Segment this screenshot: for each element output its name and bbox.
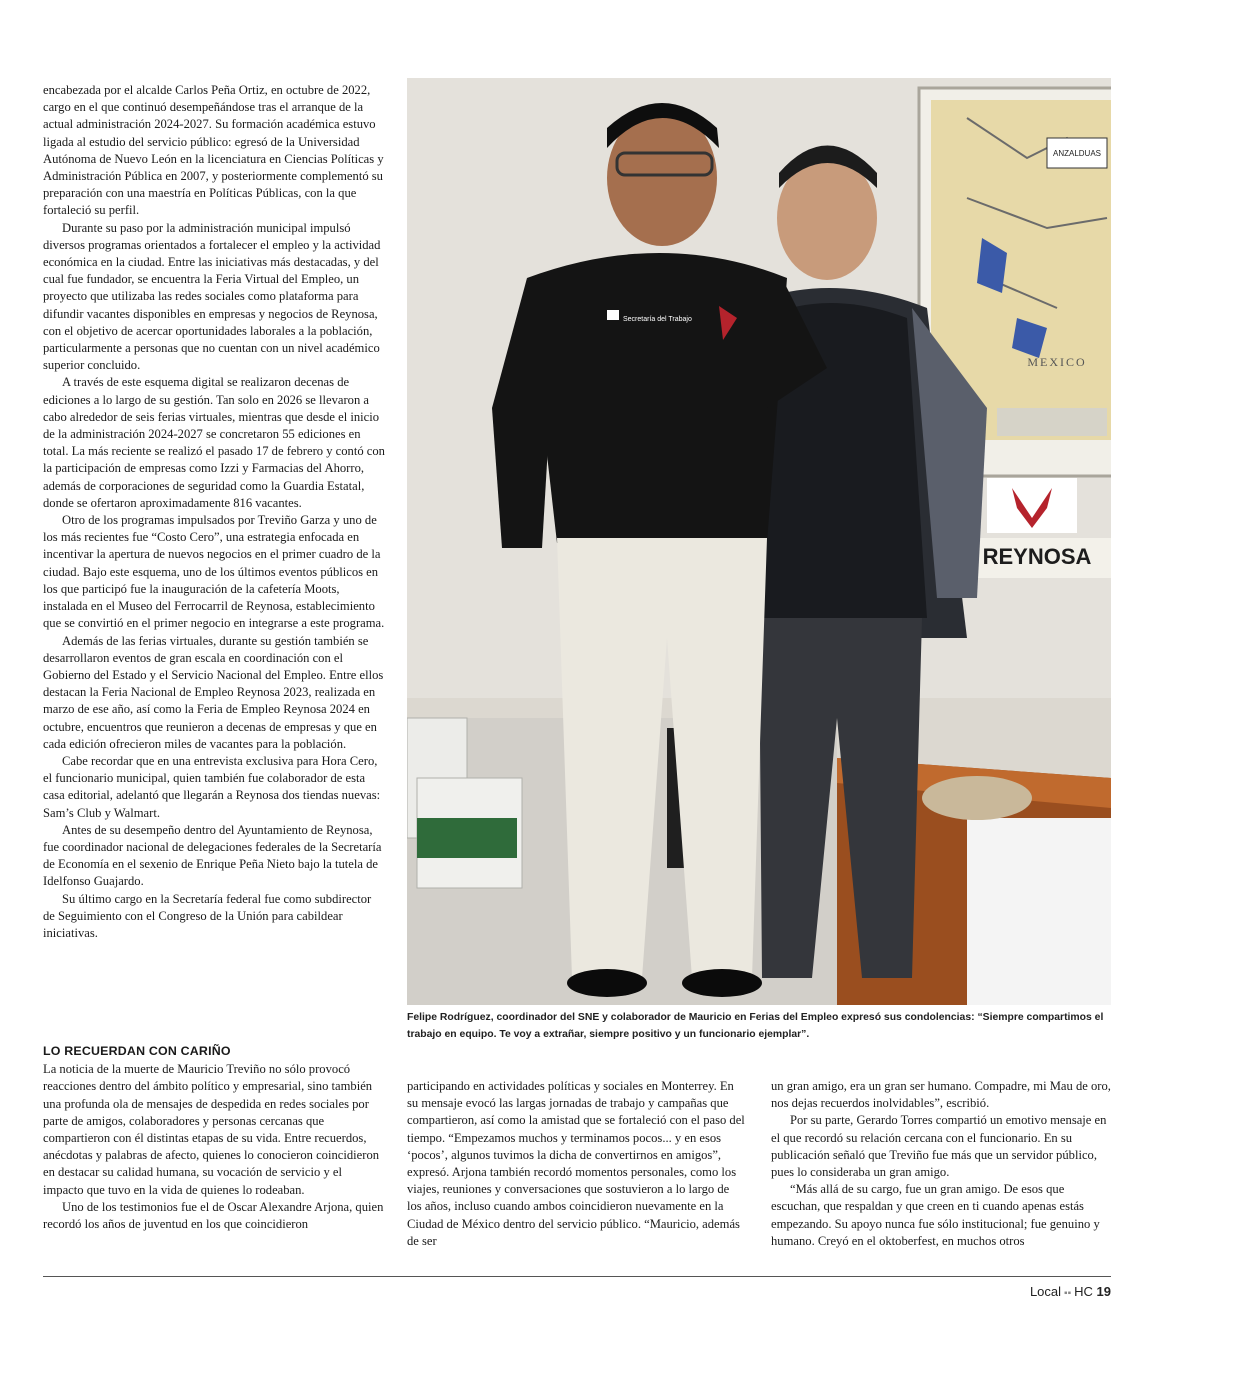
paragraph: A través de este esquema digital se realizaron decenas de ediciones a lo largo de su gestión. Tan solo en 2026 se llevaron a cabo alrededor de seis ferias virtuales, mientras que desde el inicio de la administración 2024-2027 se concretaron 55 ediciones en total. La más reciente se realizó el pasado 17 de febrero y contó con la participación de empresas como Izzi y Farmacias del Ahorro, además de corporaciones de seguridad como la Guardia Estatal, donde se ofertaron aproximadamente 816 vacantes. bbox=[43, 375, 385, 510]
article-column-right bbox=[771, 1078, 1111, 1250]
footer-rule bbox=[43, 1276, 1111, 1277]
publication-name: HC bbox=[1074, 1284, 1093, 1299]
article-subhead-block bbox=[43, 1043, 385, 1233]
article-column-middle bbox=[407, 1078, 747, 1250]
paragraph: Antes de su desempeño dentro del Ayuntamiento de Reynosa, fue coordinador nacional de delegaciones federales de la Secretaría de Economía en el sexenio de Enrique Peña Nieto bajo la tutela de Idelfonso Guajardo. bbox=[43, 822, 382, 889]
paragraph: encabezada por el alcalde Carlos Peña Ortiz, en octubre de 2022, cargo en el que continuó desempeñándose tras el arranque de la actual administración 2024-2027. Su formación académica estuvo ligada al estudio del servicio público: egresó de la Universidad Autónoma de Nuevo León en la licenciatura en Ciencias Políticas y Administración Pública en 2007, y posteriormente complementó su preparación con una maestría en Políticas Públicas, con la que fortaleció su perfil. bbox=[43, 83, 384, 218]
paragraph: Otro de los programas impulsados por Treviño Garza y uno de los más recientes fue “Costo Cero”, una estrategia enfocada en incentivar la apertura de nuevos negocios en el primer cuadro de la ciudad. Bajo este esquema, uno de los últimos eventos públicos en los que participó fue la inauguración de la cafetería Moots, instalada en el Museo del Ferrocarril de Reynosa, establecimiento que se convirtió en el primer negocio en integrarse a este programa. bbox=[43, 513, 385, 631]
section-subhead: LO RECUERDAN CON CARIÑO bbox=[43, 1044, 231, 1058]
photo-illustration bbox=[407, 78, 1111, 1005]
paragraph: “Más allá de su cargo, fue un gran amigo. De esos que escuchan, que respaldan y que creen en ti cuando apenas estás empezando. Su apoyo nunca fue sólo institucional; fue genuino y humano. Creyó en el oktoberfest, en muchos otros bbox=[771, 1182, 1100, 1248]
sign-text: REYNOSA bbox=[982, 544, 1092, 569]
paragraph: un gran amigo, era un gran ser humano. Compadre, mi Mau de oro, nos dejas recuerdos inolvidables”, escribió. bbox=[771, 1079, 1111, 1111]
article-photo bbox=[407, 78, 1111, 1005]
paragraph: Por su parte, Gerardo Torres compartió un emotivo mensaje en el que recordó su relación cercana con el funcionario. En su publicación señaló que Treviño fue más que un servidor público, pues lo consideraba un gran amigo. bbox=[771, 1113, 1107, 1180]
map-title: ANZALDUAS bbox=[1052, 149, 1102, 158]
paragraph: Su último cargo en la Secretaría federal fue como subdirector de Seguimiento con el Congreso de la Unión para cabildear iniciativas. bbox=[43, 891, 372, 940]
paragraph: Durante su paso por la administración municipal impulsó diversos programas orientados a fortalecer el empleo y la actividad económica en la ciudad. Entre las iniciativas más destacadas, y del cual fue fundador, se encuentra la Feria Virtual del Empleo, un proyecto que utilizaba las redes sociales como plataforma para difundir vacantes disponibles en empresas y negocios de Reynosa, con el objetivo de acercar oportunidades laborales a la población, particularmente a personas que no cuentan con un nivel académico superior concluido. bbox=[43, 220, 381, 373]
paragraph: Además de las ferias virtuales, durante su gestión también se desarrollaron eventos de gran escala en coordinación con el Gobierno del Estado y el Servicio Nacional del Empleo. Entre ellos destacan la Feria Nacional de Empleo Reynosa 2023, realizada en marzo de ese año, así como la Feria de Empleo Reynosa 2024 en octubre, encuentros que reunieron a decenas de empresas y que en cada edición ofrecieron miles de vacantes para la población. bbox=[43, 633, 384, 751]
page-folio bbox=[1030, 1284, 1111, 1299]
photo-caption: Felipe Rodríguez, coordinador del SNE y colaborador de Mauricio en Ferias del Empleo expresó sus condolencias: “Siempre compartimos el trabajo en equipo. Te voy a extrañar, siempre positivo y un funcionario ejemplar”. bbox=[407, 1012, 1104, 1040]
shirt-logo-text: Secretaría del Trabajo bbox=[623, 316, 692, 323]
paragraph: Uno de los testimonios fue el de Oscar Alexandre Arjona, quien recordó los años de juventud en los que coincidieron bbox=[43, 1199, 384, 1232]
paragraph: Cabe recordar que en una entrevista exclusiva para Hora Cero, el funcionario municipal, quien también fue colaborador de esta casa editorial, adelantó que llegarán a Reynosa dos tiendas nuevas: Sam’s Club y Walmart. bbox=[43, 753, 381, 820]
separator-icon: ▪▪ bbox=[1064, 1288, 1072, 1299]
paragraph: participando en actividades políticas y sociales en Monterrey. En su mensaje evocó las largas jornadas de trabajo y campañas que compartieron, así como la amistad que se fortaleció con el paso del tiempo. “Empezamos muchos y terminamos pocos... y en esos ‘pocos’, algunos tuvimos la dicha de convertirnos en amigos”, expresó. Arjona también recordó momentos personales, como los viajes, reuniones y conversaciones que sostuvieron a lo largo de los años, incluso cuando ambos coincidieron nuevamente en la Ciudad de México dentro del servicio público. “Mauricio, además de ser bbox=[407, 1079, 745, 1248]
paragraph: La noticia de la muerte de Mauricio Treviño no sólo provocó reacciones dentro del ámbito político y empresarial, sino también una profunda ola de mensajes de despedida en redes sociales por parte de amigos, colaboradores y personas cercanas que compartieron con él distintas etapas de su vida. Entre recuerdos, anécdotas y palabras de afecto, quienes lo conocieron coincidieron en destacar su calidad humana, su vocación de servicio y el impacto que tuvo en la vida de quienes lo rodeaban. bbox=[43, 1062, 380, 1197]
section-name: Local bbox=[1029, 1284, 1062, 1299]
article-column-left bbox=[43, 82, 385, 942]
map-label: MEXICO bbox=[1027, 355, 1087, 369]
page-number: 19 bbox=[1096, 1284, 1111, 1299]
